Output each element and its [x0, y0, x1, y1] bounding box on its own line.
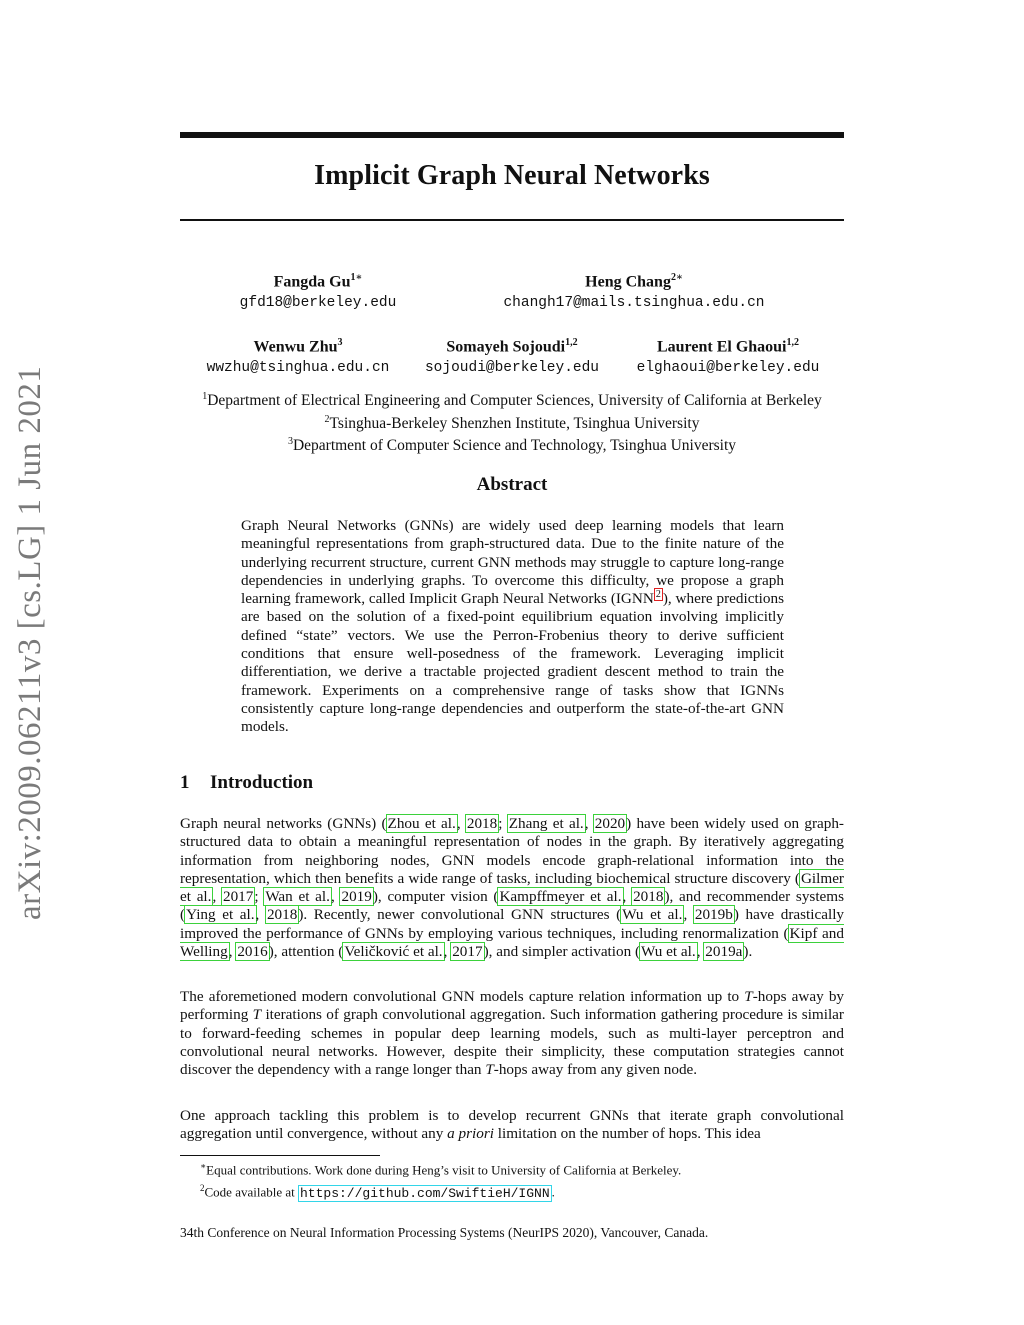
author-affil-sup: 1∗ — [350, 272, 363, 283]
citation-link[interactable]: 2017 — [452, 943, 483, 961]
citation-link[interactable]: Wu et al. — [622, 906, 683, 924]
citation-link[interactable]: 2019 — [341, 888, 372, 906]
author-email[interactable]: elghaoui@berkeley.edu — [636, 360, 820, 377]
citation-link[interactable]: 2018 — [266, 906, 298, 924]
author-email[interactable]: sojoudi@berkeley.edu — [424, 360, 600, 377]
author-affil-sup: 2∗ — [670, 272, 683, 283]
paper-title: Implicit Graph Neural Networks — [314, 160, 710, 191]
affiliation: $^2$Tsinghua-Berkeley Shenzhen Institute, Tsinghua University — [324, 413, 700, 432]
author-name: Somayeh Sojoudi — [446, 338, 566, 356]
abstract-heading: Abstract — [476, 474, 548, 495]
footnote: ∗Equal contributions. Work done during Heng’s visit to University of California at Berkeley. — [200, 1161, 682, 1178]
emphasis: a priori — [447, 1125, 494, 1143]
author-email[interactable]: changh17@mails.tsinghua.edu.cn — [503, 295, 765, 312]
author-name: Fangda Gu — [273, 273, 351, 291]
author-email[interactable]: gfd18@berkeley.edu — [239, 295, 397, 312]
affiliations — [170, 388, 854, 456]
conference-footer: 34th Conference on Neural Information Processing Systems (NeurIPS 2020), Vancouver, Canada. — [180, 1225, 709, 1240]
author-block — [484, 268, 784, 313]
author-block — [190, 333, 406, 378]
citation-link[interactable]: Zhang et al. — [508, 815, 584, 832]
intro-paragraph: One approach tackling this problem is to develop recurrent GNNs that iterate graph convolutional aggregation until convergence, without any a priori limitation on the number of hops. This idea — [180, 1107, 844, 1143]
title-top-rule — [180, 132, 844, 138]
citation-link[interactable]: Wan et al. — [265, 888, 330, 906]
author-block — [218, 268, 418, 313]
math-symbol: T — [744, 988, 753, 1005]
citation-link[interactable]: 2016 — [237, 943, 268, 961]
citation-link[interactable]: 2018 — [466, 815, 498, 832]
citation-link[interactable]: Gilmer et al. — [180, 869, 844, 906]
citation-link[interactable]: Veličković et al. — [344, 943, 443, 961]
citation-link[interactable]: Ying et al. — [186, 906, 255, 924]
citation-link[interactable]: 2019a — [705, 943, 743, 961]
abstract-body: Graph Neural Networks (GNNs) are widely used deep learning models that learn meaningful representations from graph-structured data. Due to the finite nature of the underlying recurrent structure, current GNN methods may struggle to capture long-range dependencies in underlying graphs. To overcome this difficulty, we propose a graph learning framework, called Implicit Graph Neural Networks (IGNN $^2$ ), where predictions are based on the solution of a fixed-point equilibrium equation involving implicitly defined “state” vectors. We use the Perron-Frobenius theory to derive sufficient conditions that ensure well-posedness of the framework. Leveraging implicit differentiation, we derive a tractable projected gradient descent method to train the framework. Experiments on a comprehensive range of tasks show that IGNNs consistently capture long-range dependencies and outperform the state-of-the-art GNN models. — [241, 517, 784, 736]
citation-link[interactable]: Wu et al. — [641, 943, 696, 961]
author-name: Laurent El Ghaoui — [656, 338, 787, 356]
affiliation: $^3$Department of Computer Science and Technology, Tsinghua University — [287, 436, 737, 455]
author-affil-sup: 1,2 — [786, 337, 799, 348]
citation-link[interactable]: 2020 — [594, 815, 626, 832]
citation-link[interactable]: Kampffmeyer et al. — [499, 888, 622, 906]
author-block — [412, 333, 612, 378]
arxiv-side-stamp: arXiv:2009.06211v3 [cs.LG] 1 Jun 2021 — [12, 365, 48, 920]
author-block — [620, 333, 836, 378]
math-symbol: T — [485, 1061, 494, 1079]
citation-link[interactable]: 2018 — [633, 888, 664, 906]
author-affil-sup: 1,2 — [565, 337, 578, 348]
math-symbol: T — [252, 1006, 262, 1024]
affiliation: $^1$Department of Electrical Engineering and Computer Sciences, University of California at Berkeley — [202, 391, 822, 410]
footnote-ref-link[interactable]: 2 — [655, 589, 661, 601]
code-url-link[interactable]: https://github.com/SwiftieH/IGNN — [300, 1185, 550, 1201]
footnote: $^2$Code available at https://github.com/SwiftieH/IGNN . — [200, 1183, 555, 1201]
citation-link[interactable]: 2019b — [694, 906, 733, 924]
citation-link[interactable]: 2017 — [222, 888, 254, 906]
section-heading: 1 Introduction — [180, 772, 314, 793]
author-name: Wenwu Zhu — [253, 338, 338, 356]
citation-link[interactable]: Kipf and Welling — [180, 924, 844, 961]
citation-link[interactable]: Zhou et al. — [387, 815, 456, 832]
author-name: Heng Chang — [585, 273, 671, 291]
footnotes — [200, 1157, 840, 1203]
footnote-rule — [180, 1155, 380, 1156]
intro-paragraph: Graph neural networks (GNNs) (Zhou et al., 2018; Zhang et al., 2020) have been widely used on graph-structured data to obtain a meaningful representation of nodes in the graph. By iteratively aggregating information from neighboring nodes, GNN models encode graph-relational information into the representation, which then benefits a wide range of tasks, including biochemical structure discovery (Gilmer et al., 2017; Wan et al., 2019), computer vision (Kampffmeyer et al., 2018), and recommender systems (Ying et al., 2018). Recently, newer convolutional GNN structures (Wu et al., 2019b) have drastically improved the performance of GNNs by employing various techniques, including renormalization (Kipf and Welling, 2016), attention (Veličković et al., 2017), and simpler activation (Wu et al., 2019a). — [180, 815, 845, 961]
intro-paragraph: The aforemetioned modern convolutional GNN models capture relation information up to T-hops away by performing T iterations of graph convolutional aggregation. Such information gathering procedure is similar to forward-feeding schemes in popular deep learning models, such as multi-layer perceptron and convolutional neural networks. However, despite their simplicity, these computation strategies cannot discover the dependency with a range longer than T-hops away from any given node. — [180, 988, 845, 1079]
title-bottom-rule — [180, 219, 844, 221]
author-affil-sup: 3 — [337, 337, 343, 348]
author-email[interactable]: wwzhu@tsinghua.edu.cn — [206, 360, 390, 377]
